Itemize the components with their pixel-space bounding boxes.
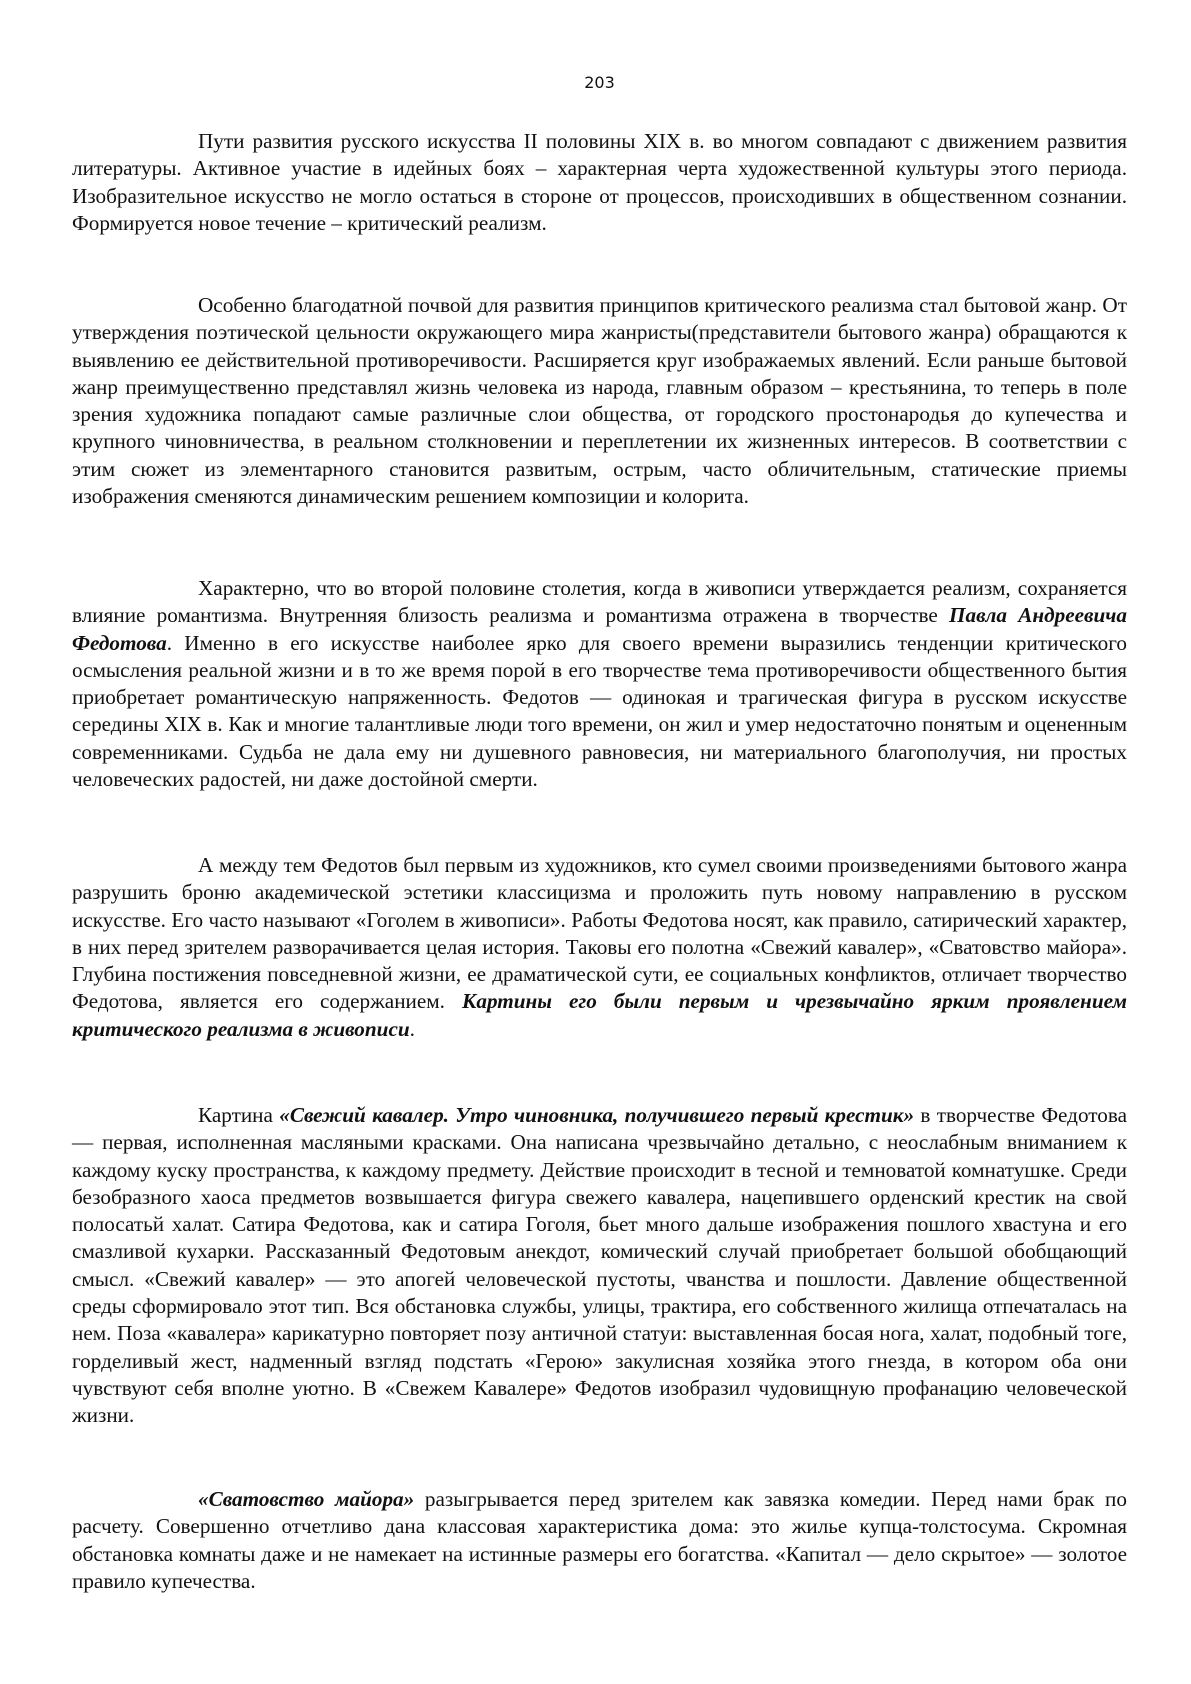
paragraph-4-text-end: . <box>409 1016 415 1041</box>
paragraph-5-text-end: в творчестве Федотова — первая, исполненная масляными красками. Она написана чрезвычайно детально, с неослабным вниманием к каждому куску пространства, к каждому предмету. Действие происходит в тесной и темноватой комнатушке. Среди безобразного хаоса предметов возвышается фигура свежего кавалера, нацепившего орденский крестик на свой полосатьй халат. Сатира Федотова, как и сатира Гоголя, бьет много дальше изображения пошлого хвастуна и его смазливой кухарки. Рассказанный Федотовым анекдот, комический случай приобретает большой обобщающий смысл. «Свежий кавалер» — это апогей человеческой пустоты, чванства и пошлости. Давление общественной среды сформировало этот тип. Вся обстановка службы, улицы, трактира, его собственного жилища отпечаталась на нем. Поза «кавалера» карикатурно повторяет позу античной статуи: выставленная босая нога, халат, подобный тоге, горделивый жест, надменный взгляд подстать «Герою» закулисная хозяйка этого гнезда, в котором оба они чувствуют себя вполне уютно. В «Свежем Кавалере» Федотов изобразил чудовищную профанацию человеческой жизни. <box>72 1103 1127 1428</box>
paragraph-4-text-start: А между тем Федотов был первым из художников, кто сумел своими произведениями бытового жанра разрушить броню академической эстетики классицизма и проложить путь новому направлению в русском искусстве. Его часто называют «Гоголем в живописи». Работы Федотова носят, как правило, сатирический характер, в них перед зрителем разворачивается целая история. Таковы его полотна «Свежий кавалер», «Сватовство майора». Глубина постижения повседневной жизни, ее драматической сути, ее социальных конфликтов, отличает творчество Федотова, является его содержанием. <box>72 853 1127 1014</box>
paragraph-5-text-start: Картина <box>198 1103 280 1127</box>
painting-title-majors-courtship: «Сватовство майора» <box>198 1487 415 1511</box>
artist-name: Павла Андреевича Федотова <box>72 603 1127 655</box>
paragraph-4 <box>72 852 1127 1043</box>
paragraph-3 <box>72 575 1127 793</box>
painting-title-fresh-cavalier: «Свежий кавалер. Утро чиновника, получившего первый крестик» <box>279 1103 915 1127</box>
emphasized-statement: Картины его были первым и чрезвычайно ярким проявлением критического реализма в живописи <box>72 989 1127 1041</box>
paragraph-6-text-end: разыгрывается перед зрителем как завязка комедии. Перед нами брак по расчету. Совершенно отчетливо дана классовая характеристика дома: это жилье купца-толстосума. Скромная обстановка комнаты даже и не намекает на истинные размеры его богатства. «Капитал — дело скрытое» — золотое правило купечества. <box>72 1487 1127 1593</box>
paragraph-3-text-end: . Именно в его искусстве наиболее ярко для своего времени выразились тенденции критического осмысления реальной жизни и в то же время порой в его творчестве тема противоречивости общественного бытия приобретает романтическую напряженность. Федотов — одинокая и трагическая фигура в русском искусстве середины XIX в. Как и многие талантливые люди того времени, он жил и умер недостаточно понятым и оцененным современниками. Судьба не дала ему ни душевного равновесия, ни материального благополучия, ни простых человеческих радостей, ни даже достойной смерти. <box>72 630 1127 792</box>
paragraph-2: Особенно благодатной почвой для развития принципов критического реализма стал бытовой жанр. От утверждения поэтической цельности окружающего мира жанристы(представители бытового жанра) обращаются к выявлению ее действительной противоречивости. Расширяется круг изображаемых явлений. Если раньше бытовой жанр преимущественно представлял жизнь человека из народа, главным образом – крестьянина, то теперь в поле зрения художника попадают самые различные слои общества, от городского простонародья до купечества и крупного чиновничества, в реальном столкновении и переплетении их жизненных интересов. В соответствии с этим сюжет из элементарного становится развитым, острым, часто обличительным, статические приемы изображения сменяются динамическим решением композиции и колорита. <box>72 293 1127 509</box>
paragraph-1: Пути развития русского искусства II половины XIX в. во многом совпадают с движением развития литературы. Активное участие в идейных боях – характерная черта художественной культуры этого периода. Изобразительное искусство не могло остаться в стороне от процессов, происходивших в общественном сознании. Формируется новое течение – критический реализм. <box>72 129 1127 235</box>
paragraph-5 <box>72 1102 1127 1430</box>
paragraph-6 <box>72 1486 1127 1595</box>
page-number: 203 <box>584 73 615 92</box>
paragraph-3-text-start: Характерно, что во второй половине столетия, когда в живописи утверждается реализм, сохраняется влияние романтизма. Внутренняя близость реализма и романтизма отражена в творчестве <box>72 576 1127 628</box>
